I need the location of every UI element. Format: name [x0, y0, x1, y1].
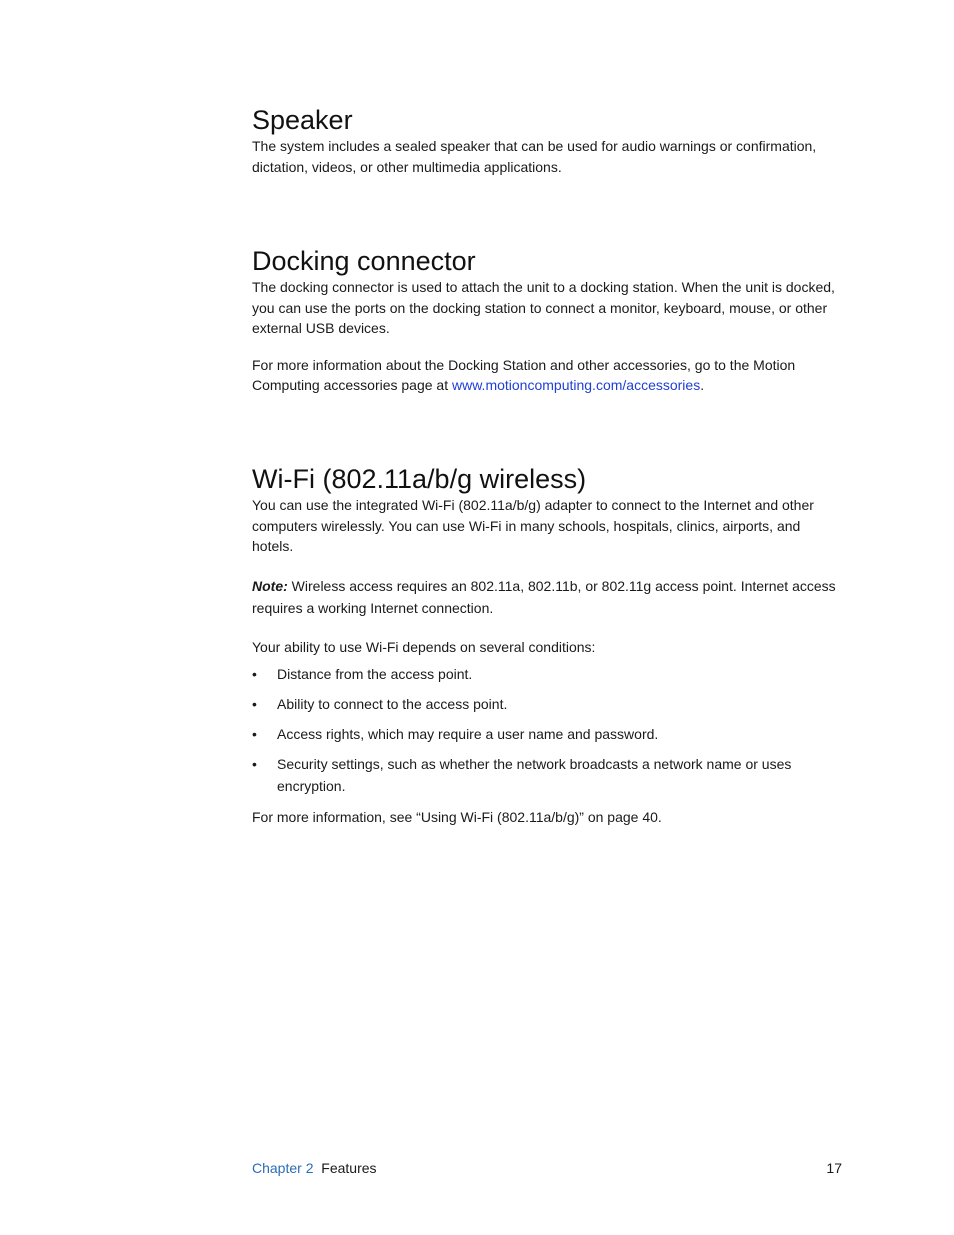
- speaker-body: The system includes a sealed speaker that can be used for audio warnings or confirmation, dictation, videos, or other multimedia applications.: [252, 138, 817, 175]
- list-item-text: Security settings, such as whether the network broadcasts a network name or uses encryption.: [277, 755, 792, 794]
- docking-more-info-prefix: For more information about the Docking Station and other accessories, go to the Motion Computing accessories page at: [252, 356, 796, 393]
- bullet-mark: •: [252, 755, 257, 772]
- list-item-text: Ability to connect to the access point.: [277, 695, 508, 712]
- list-item: [252, 693, 844, 715]
- page-footer: [252, 1160, 842, 1176]
- docking-heading: Docking connector: [252, 246, 476, 276]
- wifi-body: You can use the integrated Wi-Fi (802.11a/b/g) adapter to connect to the Internet and other computers wirelessly. You can use Wi-Fi in many schools, hospitals, clinics, airports, and hotels.: [252, 497, 814, 554]
- docking-more-info: [252, 355, 844, 396]
- list-item-text: Distance from the access point.: [277, 665, 473, 682]
- wifi-note: [252, 575, 844, 619]
- bullet-mark: •: [252, 665, 257, 682]
- wifi-conditions-intro: Your ability to use Wi-Fi depends on several conditions:: [252, 638, 596, 655]
- wifi-section: [252, 463, 844, 828]
- wifi-more-info: For more information, see “Using Wi-Fi (802.11a/b/g)” on page 40.: [252, 808, 662, 825]
- list-item: [252, 723, 844, 745]
- speaker-section: [252, 104, 844, 177]
- list-item: [252, 663, 844, 685]
- page-number: 17: [826, 1160, 842, 1176]
- accessories-link[interactable]: www.motioncomputing.com/accessories: [452, 377, 701, 393]
- footer-chapter: Chapter 2: [252, 1160, 314, 1176]
- wifi-conditions-list: [252, 663, 844, 797]
- speaker-heading: Speaker: [252, 105, 353, 135]
- docking-more-info-suffix: .: [700, 377, 705, 393]
- docking-body: The docking connector is used to attach the unit to a docking station. When the unit is docked, you can use the ports on the docking station to connect a monitor, keyboard, mouse, or other external USB devices.: [252, 279, 835, 336]
- list-item: [252, 753, 844, 797]
- docking-section: [252, 245, 844, 396]
- bullet-mark: •: [252, 695, 257, 712]
- list-item-text: Access rights, which may require a user name and password.: [277, 725, 659, 742]
- wifi-heading: Wi-Fi (802.11a/b/g wireless): [252, 464, 587, 494]
- bullet-mark: •: [252, 725, 257, 742]
- note-text: Wireless access requires an 802.11a, 802.11b, or 802.11g access point. Internet access requires a working Internet connection.: [252, 577, 836, 616]
- footer-section: Features: [321, 1160, 377, 1176]
- note-label: Note:: [252, 577, 288, 594]
